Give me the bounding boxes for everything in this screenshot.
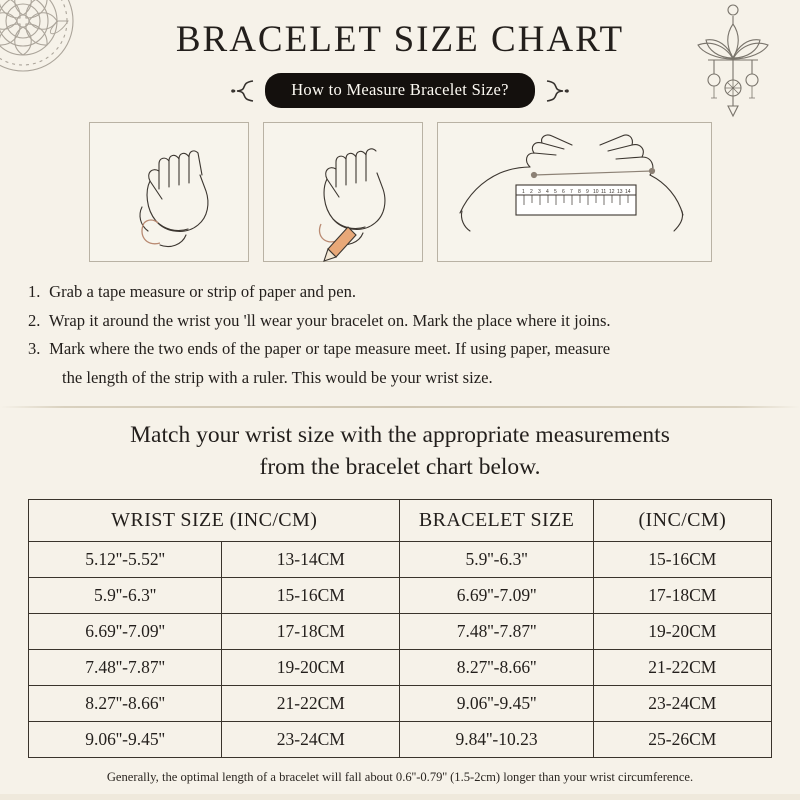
ribbon-label: How to Measure Bracelet Size?	[265, 73, 535, 108]
svg-text:9: 9	[585, 189, 589, 195]
cell-wrist-cm: 19-20CM	[222, 650, 400, 686]
cell-wrist-inch: 7.48''-7.87''	[29, 650, 222, 686]
instructions-list	[28, 278, 772, 392]
match-heading	[0, 408, 800, 493]
cell-bracelet-inch: 5.9''-6.3''	[400, 542, 593, 578]
table-header-row	[29, 500, 772, 542]
svg-text:3: 3	[537, 189, 541, 195]
match-heading-line2: from the bracelet chart below.	[259, 453, 541, 480]
step-number: 3.	[28, 339, 41, 359]
list-item	[28, 335, 772, 392]
svg-text:8: 8	[577, 189, 581, 195]
cell-wrist-inch: 5.9''-6.3''	[29, 578, 222, 614]
cell-bracelet-cm: 23-24CM	[593, 686, 771, 722]
svg-text:10: 10	[592, 189, 599, 195]
table-row	[29, 542, 772, 578]
cell-wrist-cm: 15-16CM	[222, 578, 400, 614]
size-table	[28, 499, 772, 758]
cell-wrist-inch: 8.27''-8.66''	[29, 686, 222, 722]
svg-text:12: 12	[608, 189, 615, 195]
step-text: Grab a tape measure or strip of paper and pen.	[49, 282, 357, 301]
svg-text:13: 13	[616, 189, 623, 195]
cell-wrist-inch: 9.06''-9.45''	[29, 722, 222, 758]
list-item	[28, 278, 772, 307]
cell-wrist-cm: 21-22CM	[222, 686, 400, 722]
illustration-hand-with-pen-marking	[263, 122, 423, 262]
cell-bracelet-inch: 7.48''-7.87''	[400, 614, 593, 650]
table-row	[29, 650, 772, 686]
cell-wrist-cm: 17-18CM	[222, 614, 400, 650]
step-number: 2.	[28, 310, 41, 330]
cell-wrist-cm: 13-14CM	[222, 542, 400, 578]
table-row	[29, 722, 772, 758]
svg-text:2: 2	[529, 189, 533, 195]
svg-text:5: 5	[553, 189, 557, 195]
svg-text:6: 6	[561, 189, 565, 195]
step-text: Wrap it around the wrist you 'll wear your bracelet on. Mark the place where it joins.	[48, 310, 611, 330]
page-title: BRACELET SIZE CHART	[175, 19, 625, 60]
svg-text:14: 14	[624, 189, 631, 195]
cell-wrist-inch: 6.69''-7.09''	[29, 614, 222, 650]
illustration-measuring-strip-with-ruler	[437, 122, 712, 262]
illustration-hand-with-tape-strip	[89, 122, 249, 262]
step-text-continued: the length of the strip with a ruler. This would be your wrist size.	[62, 367, 493, 387]
match-heading-line1: Match your wrist size with the appropriate measurements	[130, 422, 670, 449]
cell-wrist-inch: 5.12''-5.52''	[29, 542, 222, 578]
table-row	[29, 614, 772, 650]
cell-bracelet-cm: 25-26CM	[593, 722, 771, 758]
flourish-right-icon	[545, 77, 571, 105]
cell-bracelet-inch: 8.27''-8.66''	[400, 650, 593, 686]
svg-text:7: 7	[569, 189, 573, 195]
svg-text:11: 11	[600, 189, 606, 195]
bottom-edge	[0, 794, 800, 800]
ribbon-row	[0, 73, 800, 108]
step-number: 1.	[28, 282, 41, 301]
footnote: Generally, the optimal length of a bracelet will fall about 0.6''-0.79'' (1.5-2cm) longer than your wrist circumference.	[106, 770, 694, 785]
svg-text:1: 1	[521, 189, 525, 195]
cell-bracelet-inch: 6.69''-7.09''	[400, 578, 593, 614]
flourish-left-icon	[229, 77, 255, 105]
cell-bracelet-cm: 17-18CM	[593, 578, 771, 614]
table-row	[29, 578, 772, 614]
list-item	[28, 307, 772, 336]
svg-text:4: 4	[545, 189, 549, 195]
column-header-bracelet-unit: (INC/CM)	[593, 500, 771, 542]
cell-bracelet-inch: 9.06''-9.45''	[400, 686, 593, 722]
cell-bracelet-inch: 9.84''-10.23	[400, 722, 593, 758]
cell-bracelet-cm: 19-20CM	[593, 614, 771, 650]
table-row	[29, 686, 772, 722]
column-header-bracelet: BRACELET SIZE	[400, 500, 593, 542]
cell-bracelet-cm: 21-22CM	[593, 650, 771, 686]
cell-bracelet-cm: 15-16CM	[593, 542, 771, 578]
cell-wrist-cm: 23-24CM	[222, 722, 400, 758]
step-text: Mark where the two ends of the paper or tape measure meet. If using paper, measure	[49, 339, 611, 359]
column-header-wrist: WRIST SIZE (INC/CM)	[29, 500, 400, 542]
illustration-row	[0, 122, 800, 262]
